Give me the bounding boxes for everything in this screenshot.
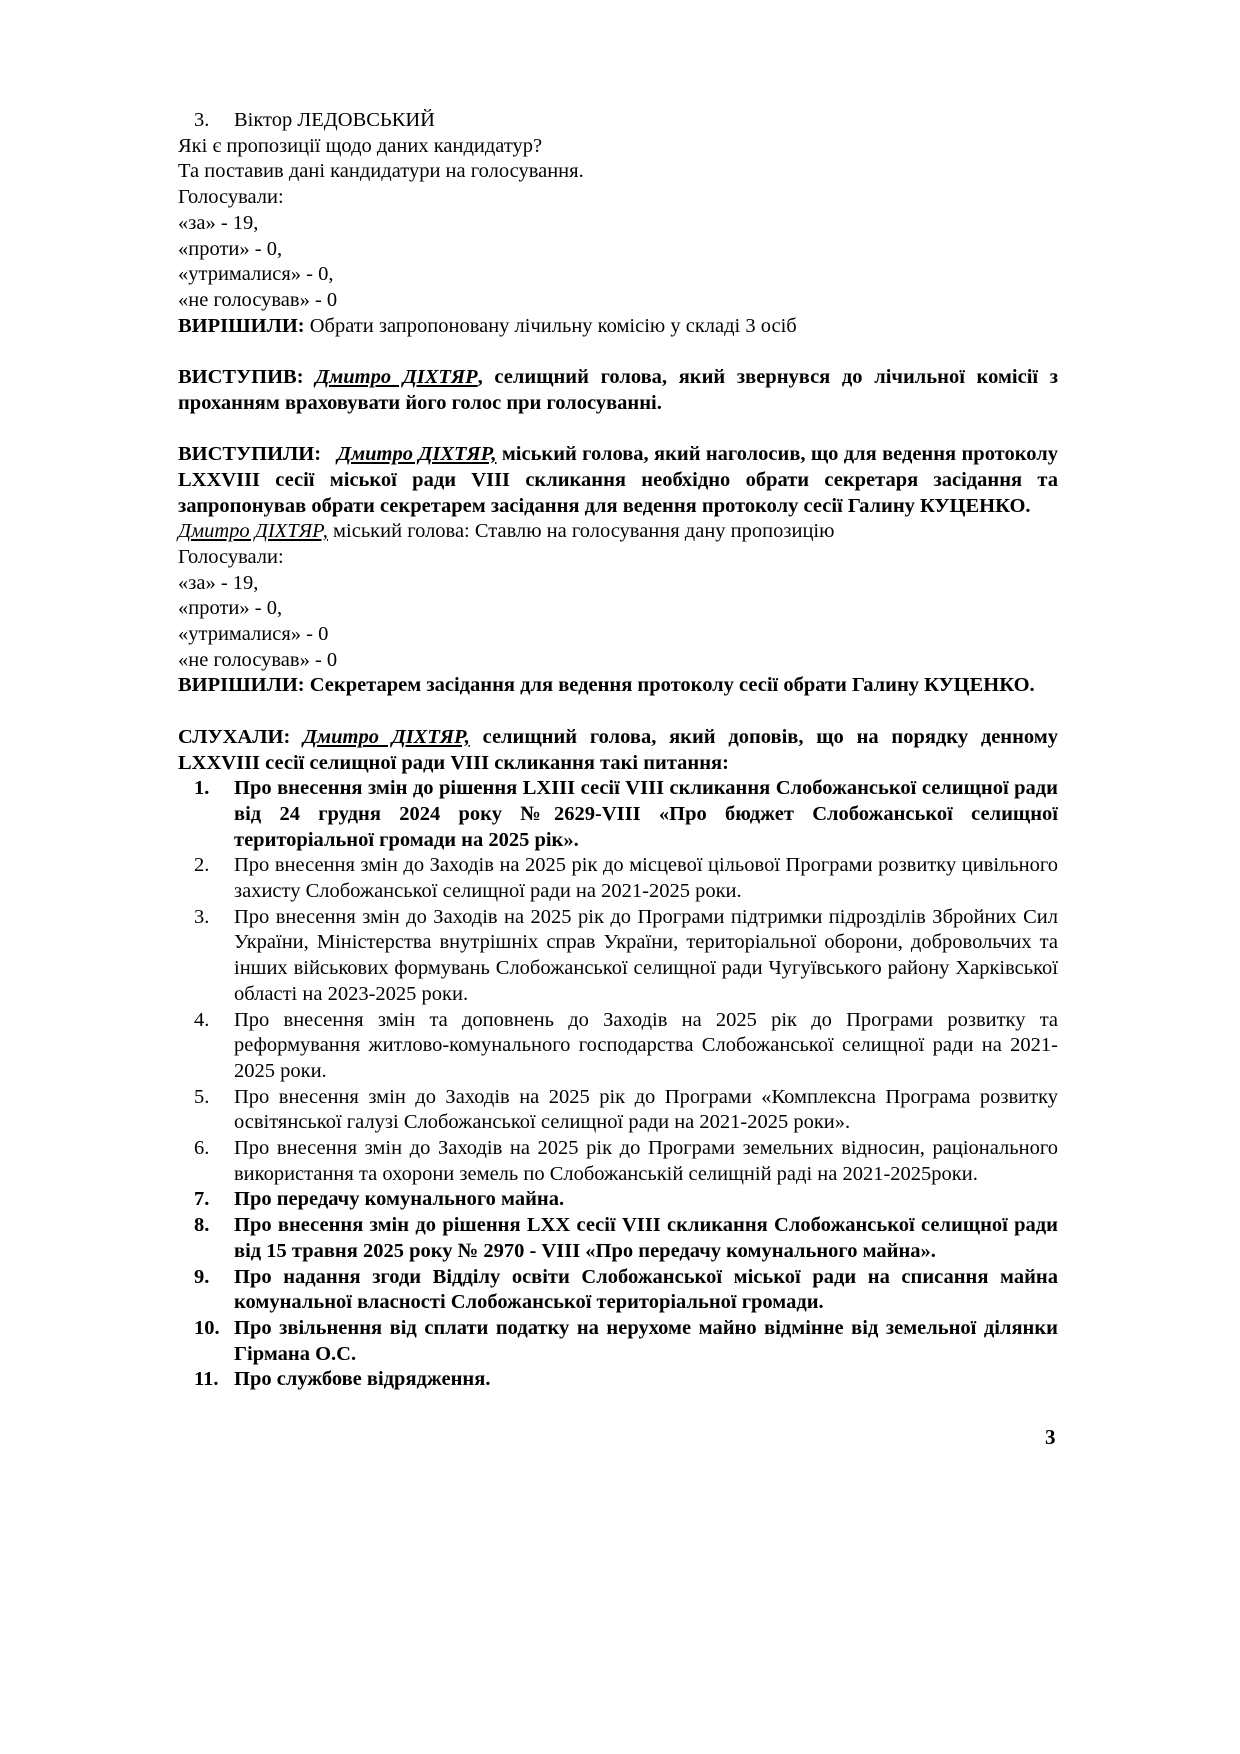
candidate-name: Віктор ЛЕДОВСЬКИЙ bbox=[234, 109, 435, 131]
agenda-text: Про звільнення від сплати податку на нерухоме майно відмінне від земельної ділянки Гірмана О.С. bbox=[234, 1317, 1058, 1365]
vote-not-voted: «не голосував» - 0 bbox=[178, 648, 338, 671]
agenda-item bbox=[178, 1008, 1058, 1085]
agenda-text: Про внесення змін та доповнень до Заходів на 2025 рік до Програми розвитку та реформування житлово-комунального господарства Слобожанської селищної ради на 2021-2025 роки. bbox=[234, 1008, 1058, 1082]
vote-for: «за» - 19, bbox=[178, 211, 259, 234]
list-number: 4. bbox=[194, 1008, 210, 1031]
agenda-item bbox=[178, 1085, 1058, 1136]
agenda-text: Про внесення змін до Заходів на 2025 рік до Програми земельних відносин, раціонального використання та охорони земель по Слобожанській селищній раді на 2021-2025роки. bbox=[234, 1137, 1058, 1185]
agenda-text: Про службове відрядження. bbox=[234, 1368, 491, 1391]
agenda-text: Про внесення змін до Заходів на 2025 рік до місцевої цільової Програми розвитку цивільного захисту Слобожанської селищної ради на 2021-2025 роки. bbox=[234, 854, 1058, 903]
question: Які є пропозиції щодо даних кандидатур? bbox=[178, 134, 543, 157]
speeches-label: ВИСТУПИЛИ: bbox=[178, 443, 322, 466]
agenda-item bbox=[178, 1136, 1058, 1187]
agenda-item bbox=[178, 905, 1058, 1008]
decision-text: Секретарем засідання для ведення протоколу сесії обрати Галину КУЦЕНКО. bbox=[304, 674, 1035, 697]
agenda-text: Про передачу комунального майна. bbox=[234, 1188, 565, 1211]
decision bbox=[178, 673, 1058, 699]
list-number: 2. bbox=[194, 854, 210, 877]
vote-against: «проти» - 0, bbox=[178, 597, 283, 620]
list-number: 10. bbox=[194, 1317, 220, 1339]
heard-paragraph bbox=[178, 725, 1058, 776]
list-number: 5. bbox=[194, 1085, 210, 1108]
decision-label: ВИРІШИЛИ: bbox=[178, 674, 305, 697]
speech-text: , селищний голова, який звернувся до лічильної комісії з проханням враховувати його голос при голосуванні. bbox=[178, 366, 1059, 414]
agenda-text: Про внесення змін до рішення LXX сесії VIII скликання Слобожанської селищної ради від 15 травня 2025 року № 2970 - VIII «Про передачу комунального майна». bbox=[234, 1214, 1058, 1262]
list-number: 1. bbox=[194, 777, 210, 800]
vote-abstained: «утрималися» - 0, bbox=[178, 263, 334, 286]
candidate-list bbox=[178, 108, 1058, 134]
agenda-text: Про внесення змін до Заходів на 2025 рік до Програми підтримки підрозділів Збройних Сил України, Міністерства внутрішніх справ України, територіальної оборони, добровольчих та інших військових формувань Слобожанської селищної ради Чугуївського району Харківської області на 2023-2025 роки. bbox=[234, 905, 1058, 1005]
list-number: 7. bbox=[194, 1188, 210, 1211]
decision-label: ВИРІШИЛИ: bbox=[178, 314, 305, 337]
agenda-text: Про внесення змін до Заходів на 2025 рік до Програми «Комплексна Програма розвитку освітянської галузі Слобожанської селищної ради на 2021-2025 роки». bbox=[234, 1085, 1058, 1134]
heard-label: СЛУХАЛИ: bbox=[178, 725, 291, 748]
candidate-item bbox=[178, 108, 1058, 134]
speech-label: ВИСТУПИВ: bbox=[178, 366, 304, 389]
list-number: 3. bbox=[194, 109, 210, 131]
speech-paragraph bbox=[178, 365, 1058, 416]
speaker-name: Дмитро ДІХТЯР bbox=[315, 366, 478, 389]
heard-text: селищний голова, який доповів, що на порядку денному LXXVIII сесії селищної ради VIII скликання такі питання: bbox=[178, 725, 1058, 774]
decision-text: Обрати запропоновану лічильну комісію у складі 3 осіб bbox=[304, 314, 797, 337]
agenda-list bbox=[178, 776, 1058, 1393]
list-number: 8. bbox=[194, 1214, 210, 1237]
vote-for: «за» - 19, bbox=[178, 571, 259, 594]
agenda-item bbox=[178, 1213, 1058, 1264]
decision bbox=[178, 314, 1058, 340]
list-number: 11. bbox=[194, 1368, 219, 1391]
vote-against: «проти» - 0, bbox=[178, 237, 283, 260]
agenda-item bbox=[178, 1265, 1058, 1316]
voted-label: Голосували: bbox=[178, 186, 284, 209]
speaker-name: Дмитро ДІХТЯР, bbox=[178, 520, 328, 543]
speaker-name: Дмитро ДІХТЯР, bbox=[337, 443, 497, 466]
agenda-item bbox=[178, 776, 1058, 853]
agenda-item bbox=[178, 1187, 1058, 1213]
list-number: 9. bbox=[194, 1265, 210, 1288]
list-number: 3. bbox=[194, 905, 210, 928]
vote-abstained: «утрималися» - 0 bbox=[178, 623, 329, 646]
agenda-text: Про надання згоди Відділу освіти Слобожанської міської ради на списання майна комунальної власності Слобожанської територіальної громади. bbox=[234, 1265, 1058, 1314]
agenda-text: Про внесення змін до рішення LXIII сесії VIII скликання Слобожанської селищної ради від 24 грудня 2024 року №2629-VIII «Про бюджет Слобожанської селищної територіальної громади на 2025 рік». bbox=[234, 777, 1058, 851]
list-number: 6. bbox=[194, 1137, 210, 1160]
put-to-vote: Та поставив дані кандидатури на голосування. bbox=[178, 160, 584, 183]
vote-not-voted: «не голосував» - 0 bbox=[178, 288, 338, 311]
agenda-item bbox=[178, 853, 1058, 904]
document-page bbox=[178, 108, 1058, 1393]
speaker-name: Дмитро ДІХТЯР, bbox=[303, 725, 470, 748]
vote-proposal bbox=[178, 519, 1058, 545]
agenda-item bbox=[178, 1316, 1058, 1367]
voted-label: Голосували: bbox=[178, 545, 284, 568]
vote-proposal-text: міський голова: Ставлю на голосування дану пропозицію bbox=[327, 520, 835, 543]
page-number: 3 bbox=[1045, 1425, 1056, 1449]
speeches-text: міський голова, який наголосив, що для ведення протоколу LXXVIII сесії міської ради VIII скликання необхідно обрати секретаря засідання та запропонував обрати секретарем засідання для ведення протоколу сесії Галину КУЦЕНКО. bbox=[178, 443, 1058, 517]
agenda-item bbox=[178, 1367, 1058, 1393]
speeches-paragraph bbox=[178, 442, 1058, 519]
